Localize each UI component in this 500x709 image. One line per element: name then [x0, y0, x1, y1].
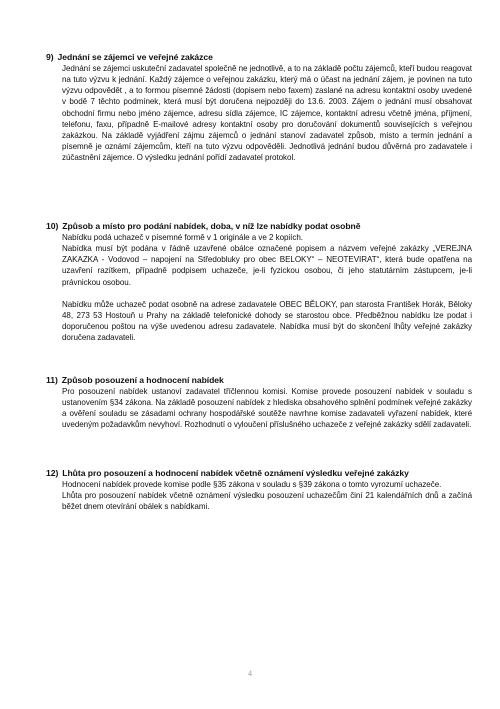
- section-number: 9): [46, 52, 54, 62]
- section-number: 12): [46, 468, 59, 478]
- section-number: 11): [46, 375, 58, 385]
- section-title: Lhůta pro posouzení a hodnocení nabídek včetně oznámení výsledku veřejné zakázky: [62, 468, 409, 478]
- section-body: [62, 63, 472, 163]
- section-title: Jednání se zájemci ve veřejné zakázce: [57, 52, 213, 62]
- section-number: 10): [46, 221, 59, 231]
- section-11: [46, 375, 472, 431]
- paragraph: Nabídka musí být podána v řádně uzavřené obálce označené popisem a názvem veřejné zakázky „VEREJNA ZAKAZKA - Vodovod – napojení na Středobluky pro obec BELOKY“ – NEOTEVIRAT“, která bude opatřena na uzavření razítkem, případně podpisem uchazeče, je-li fyzickou osobou, či jeho statutárním zástupcem, je-li právnickou osobou.: [62, 244, 472, 287]
- section-body: [62, 232, 472, 343]
- paragraph: Nabídku může uchazeč podat osobně na adrese zadavatele OBEC BĚLOKY, pan starosta František Horák, Běloky 48, 273 53 Hostouň u Prahy na základě telefonické dohody se starostou obce. Předběžnou nabídku lze podat i doporučenou poštou na výše uvedenou adresu zadavatele. Nabídka musí být do skončení lhůty veřejné zakázky doručena zadavateli.: [62, 299, 472, 343]
- section-heading: [46, 221, 472, 232]
- section-9: [46, 52, 472, 163]
- paragraph: Hodnocení nabídek provede komise podle §35 zákona v souladu s §39 zákona o tomto vyrozumí uchazeče.: [62, 480, 442, 489]
- section-12: [46, 468, 472, 512]
- section-body: [62, 386, 472, 431]
- section-title: Způsob posouzení a hodnocení nabídek: [61, 375, 224, 385]
- page-number: 4: [248, 669, 252, 678]
- paragraph: Lhůta pro posouzení nabídek včetně oznámení výsledku posouzení uchazečům činí 21 kalendářních dnů a začíná běžet dnem otevírání obálek s nabídkami.: [62, 491, 472, 512]
- paragraph: Nabídku podá uchazeč v písemné formě v 1 originále a ve 2 kopiích.: [62, 233, 303, 242]
- paragraph: Pro posouzení nabídek ustanoví zadavatel tříčlennou komisi. Komise provede posouzení nabídek v souladu s ustanovením §34 zákona. Na základě posouzení nabídek z hlediska obsahového splnění podmínek veřejné zakázky a ověření souladu se zásadami ochrany hospodářské soutěže navrhne komise zadavateli vyřazení nabídek, které uvedeným požadavkům nevyhoví. Rozhodnutí o vyloučení příslušného uchazeče z veřejné zakázky sdělí zadavateli.: [62, 387, 472, 430]
- section-10: [46, 221, 472, 343]
- section-title: Způsob a místo pro podání nabídek, doba, v níž lze nabídky podat osobně: [62, 221, 361, 231]
- section-body: [62, 479, 472, 512]
- section-heading: [46, 52, 472, 63]
- section-heading: [46, 375, 472, 386]
- paragraph: Jednání se zájemci uskuteční zadavatel společně ne jednotlivě, a to na základě počtu zájemců, kteří budou reagovat na tuto výzvu k jednání. Každý zájemce o veřejnou zakázku, který má o účast na jednání zájem, je povinen na tuto výzvu odpovědět , a to formou písemné žádosti (dopisem nebo faxem) zaslané na adresu kontaktní osoby uvedené v bodě 7 těchto podmínek, která musí být doručena nejpozději do 13.6. 2003. Zájem o jednání musí obsahovat obchodní firmu nebo jméno zájemce, adresu sídla zájemce, IC zájemce, kontaktní adresu včetně jména, příjmení, telefonu, faxu, případně E-mailové adresy kontaktní osoby pro doručování dokumentů souvisejících s veřejnou zakázkou. Na základě vyjádření zájmu zájemců o jednání stanoví zadavatel způsob, místo a termín jednání a písemně je oznámí zájemcům, kteří na tuto výzvu odpověděli. Jednotlivá jednání budou důvěrná pro zadavatele i zúčastnění zájemce. O výsledku jednání pořídí zadavatel protokol.: [62, 64, 472, 163]
- section-heading: [46, 468, 472, 479]
- paragraph-spacer: [62, 288, 472, 299]
